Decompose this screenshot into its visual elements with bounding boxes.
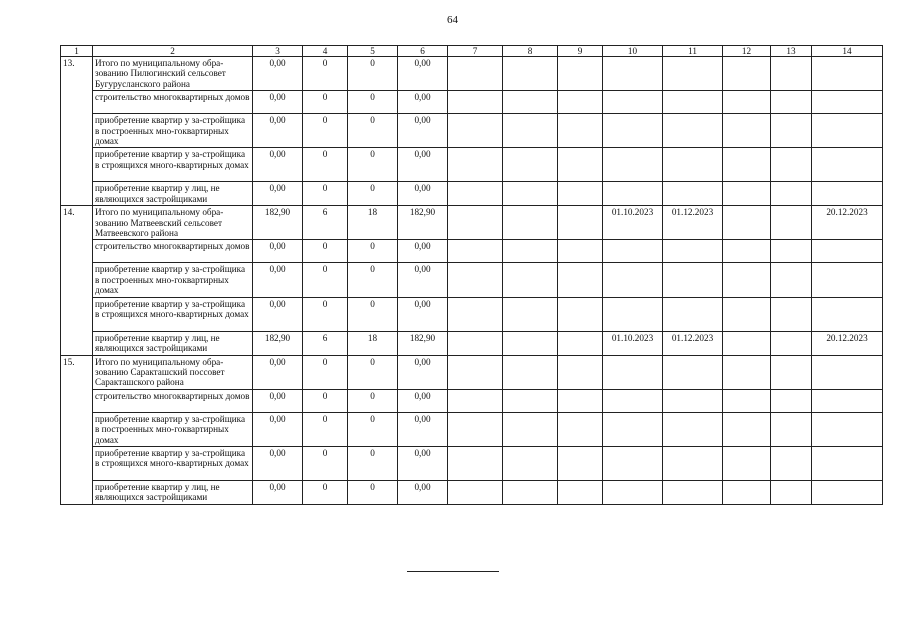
empty-cell-12 — [723, 297, 771, 331]
value-cell-4: 0 — [303, 412, 348, 446]
empty-cell-9 — [558, 355, 603, 389]
date-cell-10 — [603, 263, 663, 297]
empty-cell-7 — [448, 91, 503, 114]
empty-cell-7 — [448, 331, 503, 355]
row-name-cell: приобретение квартир у за-стройщика в построенных мно-гоквартирных домах — [93, 114, 253, 148]
date-cell-14 — [812, 57, 883, 91]
empty-cell-12 — [723, 91, 771, 114]
value-cell-3: 0,00 — [253, 355, 303, 389]
date-cell-11 — [663, 355, 723, 389]
empty-cell-9 — [558, 446, 603, 480]
date-cell-11 — [663, 480, 723, 504]
empty-cell-13 — [771, 91, 812, 114]
empty-cell-7 — [448, 114, 503, 148]
empty-cell-13 — [771, 182, 812, 206]
empty-cell-12 — [723, 389, 771, 412]
empty-cell-9 — [558, 297, 603, 331]
date-cell-11 — [663, 263, 723, 297]
value-cell-3: 182,90 — [253, 206, 303, 240]
empty-cell-8 — [503, 389, 558, 412]
empty-cell-12 — [723, 114, 771, 148]
date-cell-11 — [663, 297, 723, 331]
table-row — [61, 297, 883, 331]
empty-cell-12 — [723, 480, 771, 504]
col-header: 5 — [348, 46, 398, 57]
value-cell-3: 0,00 — [253, 57, 303, 91]
empty-cell-13 — [771, 114, 812, 148]
value-cell-4: 0 — [303, 389, 348, 412]
empty-cell-12 — [723, 240, 771, 263]
empty-cell-13 — [771, 240, 812, 263]
date-cell-10 — [603, 389, 663, 412]
date-cell-10 — [603, 446, 663, 480]
col-header: 13 — [771, 46, 812, 57]
value-cell-3: 0,00 — [253, 297, 303, 331]
row-name-cell: Итого по муниципальному обра-зованию Саракташский поссовет Саракташского района — [93, 355, 253, 389]
date-cell-11 — [663, 57, 723, 91]
empty-cell-9 — [558, 114, 603, 148]
empty-cell-7 — [448, 263, 503, 297]
empty-cell-9 — [558, 240, 603, 263]
value-cell-5: 0 — [348, 297, 398, 331]
table-row — [61, 480, 883, 504]
date-cell-11: 01.12.2023 — [663, 206, 723, 240]
date-cell-11 — [663, 412, 723, 446]
row-name-cell: строительство многоквартирных домов — [93, 389, 253, 412]
empty-cell-9 — [558, 57, 603, 91]
empty-cell-12 — [723, 57, 771, 91]
value-cell-3: 0,00 — [253, 240, 303, 263]
table-row — [61, 389, 883, 412]
empty-cell-8 — [503, 148, 558, 182]
empty-cell-9 — [558, 480, 603, 504]
value-cell-5: 0 — [348, 148, 398, 182]
date-cell-11 — [663, 240, 723, 263]
empty-cell-7 — [448, 480, 503, 504]
date-cell-14 — [812, 263, 883, 297]
col-header: 14 — [812, 46, 883, 57]
row-name-cell: приобретение квартир у за-стройщика в строящихся много-квартирных домах — [93, 446, 253, 480]
date-cell-14 — [812, 114, 883, 148]
date-cell-11 — [663, 91, 723, 114]
empty-cell-13 — [771, 263, 812, 297]
value-cell-5: 0 — [348, 240, 398, 263]
date-cell-10 — [603, 240, 663, 263]
table-row — [61, 412, 883, 446]
value-cell-6: 0,00 — [398, 91, 448, 114]
date-cell-11 — [663, 446, 723, 480]
empty-cell-8 — [503, 446, 558, 480]
value-cell-5: 0 — [348, 389, 398, 412]
empty-cell-12 — [723, 331, 771, 355]
row-name-cell: Итого по муниципальному обра-зованию Пилюгинский сельсовет Бугурусланского района — [93, 57, 253, 91]
value-cell-6: 0,00 — [398, 263, 448, 297]
date-cell-10 — [603, 480, 663, 504]
empty-cell-13 — [771, 355, 812, 389]
date-cell-11: 01.12.2023 — [663, 331, 723, 355]
date-cell-14 — [812, 480, 883, 504]
empty-cell-8 — [503, 182, 558, 206]
value-cell-4: 0 — [303, 57, 348, 91]
value-cell-5: 0 — [348, 412, 398, 446]
footer-rule — [407, 571, 499, 572]
col-header: 11 — [663, 46, 723, 57]
value-cell-5: 18 — [348, 331, 398, 355]
value-cell-3: 0,00 — [253, 263, 303, 297]
row-name-cell: Итого по муниципальному обра-зованию Матвеевский сельсовет Матвеевского района — [93, 206, 253, 240]
value-cell-3: 0,00 — [253, 412, 303, 446]
date-cell-10 — [603, 114, 663, 148]
empty-cell-9 — [558, 412, 603, 446]
value-cell-6: 0,00 — [398, 480, 448, 504]
date-cell-10 — [603, 355, 663, 389]
col-header: 6 — [398, 46, 448, 57]
date-cell-14: 20.12.2023 — [812, 331, 883, 355]
value-cell-4: 0 — [303, 480, 348, 504]
empty-cell-9 — [558, 389, 603, 412]
date-cell-14 — [812, 446, 883, 480]
date-cell-14 — [812, 182, 883, 206]
value-cell-4: 0 — [303, 182, 348, 206]
value-cell-6: 182,90 — [398, 331, 448, 355]
empty-cell-7 — [448, 148, 503, 182]
value-cell-3: 0,00 — [253, 148, 303, 182]
value-cell-3: 0,00 — [253, 91, 303, 114]
date-cell-10 — [603, 412, 663, 446]
col-header: 9 — [558, 46, 603, 57]
col-header: 2 — [93, 46, 253, 57]
table-row — [61, 263, 883, 297]
page-number: 64 — [447, 14, 458, 26]
table-row — [61, 206, 883, 240]
empty-cell-8 — [503, 331, 558, 355]
col-header: 10 — [603, 46, 663, 57]
value-cell-4: 0 — [303, 297, 348, 331]
date-cell-14 — [812, 240, 883, 263]
row-name-cell: строительство многоквартирных домов — [93, 91, 253, 114]
empty-cell-8 — [503, 91, 558, 114]
value-cell-6: 0,00 — [398, 412, 448, 446]
date-cell-10: 01.10.2023 — [603, 331, 663, 355]
row-name-cell: приобретение квартир у лиц, не являющихся застройщиками — [93, 182, 253, 206]
date-cell-14 — [812, 355, 883, 389]
table-row — [61, 331, 883, 355]
table-body — [61, 57, 883, 505]
value-cell-6: 182,90 — [398, 206, 448, 240]
empty-cell-7 — [448, 297, 503, 331]
row-name-cell: приобретение квартир у за-стройщика в построенных мно-гоквартирных домах — [93, 412, 253, 446]
date-cell-14 — [812, 148, 883, 182]
empty-cell-13 — [771, 331, 812, 355]
empty-cell-9 — [558, 206, 603, 240]
empty-cell-7 — [448, 57, 503, 91]
col-header: 4 — [303, 46, 348, 57]
empty-cell-13 — [771, 412, 812, 446]
empty-cell-13 — [771, 148, 812, 182]
value-cell-6: 0,00 — [398, 297, 448, 331]
value-cell-6: 0,00 — [398, 446, 448, 480]
empty-cell-9 — [558, 91, 603, 114]
date-cell-11 — [663, 182, 723, 206]
row-number: 13. — [61, 57, 93, 206]
value-cell-5: 0 — [348, 91, 398, 114]
data-table — [60, 45, 883, 505]
value-cell-4: 0 — [303, 240, 348, 263]
empty-cell-13 — [771, 57, 812, 91]
table-row — [61, 240, 883, 263]
value-cell-4: 6 — [303, 206, 348, 240]
value-cell-3: 0,00 — [253, 182, 303, 206]
row-name-cell: приобретение квартир у за-стройщика в строящихся много-квартирных домах — [93, 297, 253, 331]
empty-cell-12 — [723, 263, 771, 297]
col-header: 8 — [503, 46, 558, 57]
empty-cell-8 — [503, 297, 558, 331]
empty-cell-8 — [503, 206, 558, 240]
empty-cell-8 — [503, 412, 558, 446]
value-cell-5: 0 — [348, 480, 398, 504]
empty-cell-12 — [723, 206, 771, 240]
date-cell-11 — [663, 148, 723, 182]
row-name-cell: приобретение квартир у за-стройщика в строящихся много-квартирных домах — [93, 148, 253, 182]
date-cell-14 — [812, 297, 883, 331]
date-cell-10 — [603, 182, 663, 206]
empty-cell-8 — [503, 480, 558, 504]
empty-cell-9 — [558, 331, 603, 355]
empty-cell-7 — [448, 446, 503, 480]
value-cell-6: 0,00 — [398, 182, 448, 206]
col-header: 1 — [61, 46, 93, 57]
empty-cell-12 — [723, 355, 771, 389]
table-row — [61, 355, 883, 389]
empty-cell-7 — [448, 182, 503, 206]
value-cell-5: 0 — [348, 57, 398, 91]
empty-cell-12 — [723, 182, 771, 206]
value-cell-5: 0 — [348, 114, 398, 148]
value-cell-6: 0,00 — [398, 240, 448, 263]
value-cell-3: 0,00 — [253, 446, 303, 480]
date-cell-14 — [812, 91, 883, 114]
value-cell-3: 0,00 — [253, 389, 303, 412]
table-row — [61, 91, 883, 114]
empty-cell-7 — [448, 412, 503, 446]
value-cell-3: 182,90 — [253, 331, 303, 355]
empty-cell-13 — [771, 297, 812, 331]
date-cell-11 — [663, 389, 723, 412]
empty-cell-7 — [448, 355, 503, 389]
table-row — [61, 446, 883, 480]
header-row — [61, 46, 883, 57]
value-cell-6: 0,00 — [398, 114, 448, 148]
empty-cell-13 — [771, 206, 812, 240]
value-cell-4: 0 — [303, 446, 348, 480]
value-cell-4: 0 — [303, 91, 348, 114]
empty-cell-8 — [503, 355, 558, 389]
date-cell-14 — [812, 389, 883, 412]
value-cell-4: 6 — [303, 331, 348, 355]
col-header: 3 — [253, 46, 303, 57]
empty-cell-13 — [771, 389, 812, 412]
date-cell-10 — [603, 91, 663, 114]
value-cell-4: 0 — [303, 114, 348, 148]
table-row — [61, 114, 883, 148]
col-header: 7 — [448, 46, 503, 57]
value-cell-5: 0 — [348, 263, 398, 297]
empty-cell-13 — [771, 480, 812, 504]
empty-cell-9 — [558, 263, 603, 297]
value-cell-5: 0 — [348, 182, 398, 206]
value-cell-6: 0,00 — [398, 389, 448, 412]
date-cell-10 — [603, 148, 663, 182]
value-cell-4: 0 — [303, 263, 348, 297]
value-cell-4: 0 — [303, 355, 348, 389]
empty-cell-9 — [558, 148, 603, 182]
value-cell-6: 0,00 — [398, 355, 448, 389]
table-row — [61, 182, 883, 206]
empty-cell-9 — [558, 182, 603, 206]
date-cell-14 — [812, 412, 883, 446]
empty-cell-7 — [448, 389, 503, 412]
value-cell-5: 18 — [348, 206, 398, 240]
table-row — [61, 148, 883, 182]
value-cell-6: 0,00 — [398, 57, 448, 91]
empty-cell-7 — [448, 240, 503, 263]
value-cell-5: 0 — [348, 355, 398, 389]
empty-cell-8 — [503, 57, 558, 91]
date-cell-10 — [603, 57, 663, 91]
col-header: 12 — [723, 46, 771, 57]
date-cell-14: 20.12.2023 — [812, 206, 883, 240]
empty-cell-12 — [723, 446, 771, 480]
date-cell-10: 01.10.2023 — [603, 206, 663, 240]
row-number: 14. — [61, 206, 93, 355]
date-cell-11 — [663, 114, 723, 148]
row-name-cell: приобретение квартир у лиц, не являющихся застройщиками — [93, 331, 253, 355]
value-cell-3: 0,00 — [253, 114, 303, 148]
row-name-cell: приобретение квартир у лиц, не являющихся застройщиками — [93, 480, 253, 504]
row-name-cell: строительство многоквартирных домов — [93, 240, 253, 263]
value-cell-5: 0 — [348, 446, 398, 480]
empty-cell-8 — [503, 240, 558, 263]
empty-cell-7 — [448, 206, 503, 240]
empty-cell-8 — [503, 114, 558, 148]
empty-cell-12 — [723, 412, 771, 446]
value-cell-3: 0,00 — [253, 480, 303, 504]
row-number: 15. — [61, 355, 93, 504]
row-name-cell: приобретение квартир у за-стройщика в построенных мно-гоквартирных домах — [93, 263, 253, 297]
empty-cell-12 — [723, 148, 771, 182]
date-cell-10 — [603, 297, 663, 331]
value-cell-6: 0,00 — [398, 148, 448, 182]
empty-cell-13 — [771, 446, 812, 480]
table-row — [61, 57, 883, 91]
empty-cell-8 — [503, 263, 558, 297]
value-cell-4: 0 — [303, 148, 348, 182]
